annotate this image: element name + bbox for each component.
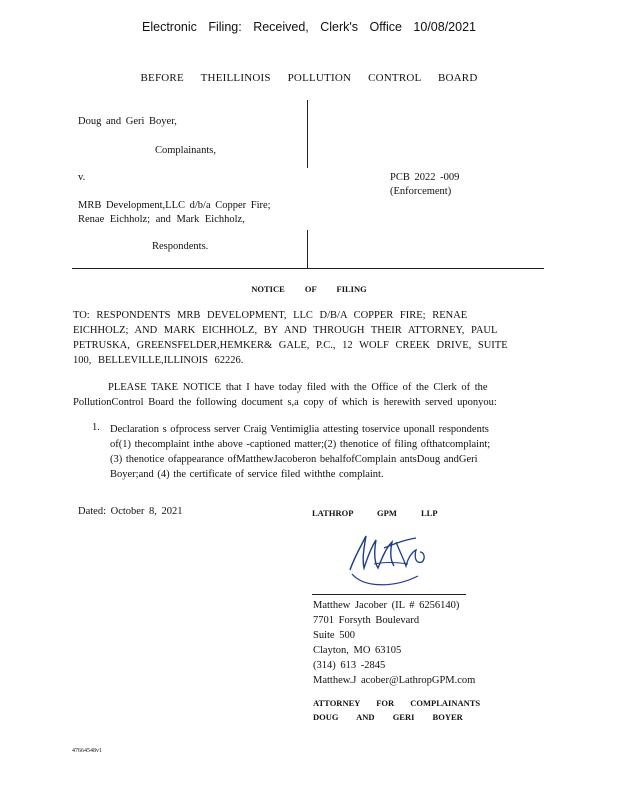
dated-line: Dated: October 8, 2021 (78, 506, 183, 517)
to-paragraph-line: TO: RESPONDENTS MRB DEVELOPMENT, LLC D/B/A COPPER FIRE; RENAE (73, 310, 468, 321)
handwritten-signature (344, 518, 434, 590)
list-item-line: of(1) thecomplaint inthe above -captioned matter;(2) thenotice of filing ofthatcomplaint; (110, 439, 491, 450)
signature-line (312, 594, 466, 595)
versus-label: v. (78, 172, 86, 183)
caption-divider-lower (307, 230, 308, 268)
to-paragraph-line: 100, BELLEVILLE,ILLINOIS 62226. (73, 355, 244, 366)
case-number: PCB 2022 -009 (390, 172, 460, 183)
respondent-line-1: MRB Development,LLC d/b/a Copper Fire; (78, 200, 271, 211)
notice-paragraph (73, 380, 535, 410)
notice-title: NOTICE OF FILING (251, 284, 367, 294)
list-item-line: Boyer;and (4) the certificate of service filed withthe complaint. (110, 469, 384, 480)
list-item-line: (3) thenotice ofappearance ofMatthewJacoberon behalfofComplain antsDoug andGeri (110, 454, 478, 465)
email-address: Matthew.J acober@LathropGPM.com (313, 675, 476, 686)
list-item-text (110, 422, 540, 482)
to-paragraph-line: EICHHOLZ; AND MARK EICHHOLZ, BY AND THROUGH THEIR ATTORNEY, PAUL (73, 325, 498, 336)
law-firm-name: LATHROP GPM LLP (312, 508, 438, 518)
court-title: BEFORE THEILLINOIS POLLUTION CONTROL BOARD (140, 72, 478, 84)
to-paragraph-line: PETRUSKA, GREENSFELDER,HEMKER& GALE, P.C., 12 WOLF CREEK DRIVE, SUITE (73, 340, 508, 351)
notice-paragraph-line: PollutionControl Board the following document s,a copy of which is herewith served uponyou: (73, 397, 497, 408)
address-line-1: 7701 Forsyth Boulevard (313, 615, 420, 626)
respondents-label: Respondents. (152, 241, 209, 252)
respondent-line-2: Renae Eichholz; and Mark Eichholz, (78, 214, 245, 225)
caption-divider-upper (307, 100, 308, 168)
complainants-label: Complainants, (155, 145, 216, 156)
list-item-number: 1. (92, 422, 100, 433)
to-paragraph (73, 308, 535, 368)
address-city: Clayton, MO 63105 (313, 645, 402, 656)
list-item-line: Declaration s ofprocess server Craig Ventimiglia attesting toservice uponall respondents (110, 424, 489, 435)
notice-paragraph-line: PLEASE TAKE NOTICE that I have today filed with the Office of the Clerk of the (108, 382, 488, 393)
document-id-footer: 47664548v1 (72, 748, 102, 754)
signature-block (313, 598, 475, 688)
caption-bottom-rule (72, 268, 544, 269)
case-type: (Enforcement) (390, 186, 452, 197)
attorney-role-line-1: ATTORNEY FOR COMPLAINANTS (313, 698, 481, 708)
attorney-role-line-2: DOUG AND GERI BOYER (313, 712, 463, 722)
attorney-name: Matthew Jacober (IL # 6256140) (313, 600, 460, 611)
phone-number: (314) 613 -2845 (313, 660, 386, 671)
filing-stamp-header: Electronic Filing: Received, Clerk's Office 10/08/2021 (142, 20, 476, 34)
address-line-2: Suite 500 (313, 630, 355, 641)
complainant-names: Doug and Geri Boyer, (78, 116, 177, 127)
